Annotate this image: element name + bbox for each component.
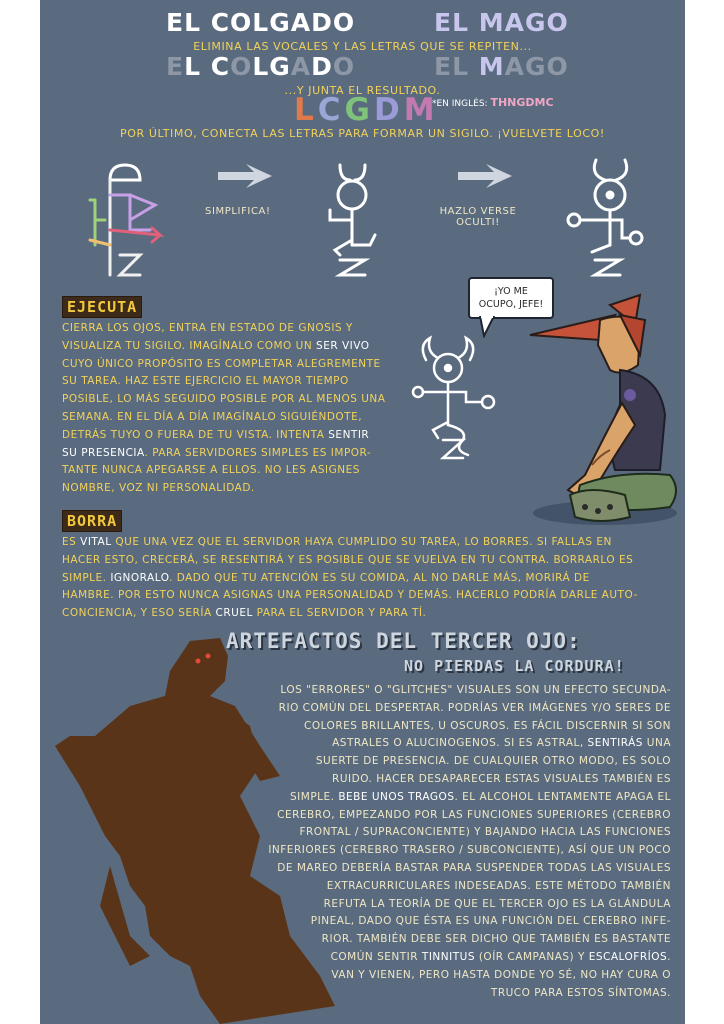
borra-line: SIMPLE. IGNORALO. DADO QUE TU ATENCIÓN ES SU COMIDA, AL NO DARLE MÁS, MORIRÁ DE xyxy=(62,571,590,584)
artefactos-line: SIMPLE. BEBE UNOS TRAGOS. EL ALCOHOL LENTAMENTE APAGA EL xyxy=(290,790,671,803)
ejecuta-line: SU PRESENCIA. PARA SERVIDORES SIMPLES ES IMPOR- xyxy=(62,446,372,459)
ejecuta-line: NOMBRE, VOZ NI PERSONALIDAD. xyxy=(62,482,255,495)
ejecuta-line: VISUALIZA TU SIGILO. IMAGÍNALO COMO UN SER VIVO xyxy=(62,339,370,352)
ejecuta-line: CUYO ÚNICO PROPÓSITO ES COMPLETAR ALEGREMENTE xyxy=(62,357,381,370)
sigil-step1-label: SIMPLIFICA! xyxy=(205,206,271,217)
artefactos-line: COMÚN SENTIR TINNITUS (OÍR CAMPANAS) Y ESCALOFRÍOS. xyxy=(330,950,671,963)
instruction-remove-vowels: ELIMINA LAS VOCALES Y LAS LETRAS QUE SE REPITEN... xyxy=(193,40,532,53)
page-panel xyxy=(40,0,685,1024)
letter-kept: D xyxy=(311,52,333,81)
artefactos-line: ASTRALES O ALUCINOGENOS. SI ES ASTRAL, SENTIRÁS UNA xyxy=(332,737,671,750)
result-letters xyxy=(294,92,439,128)
letter-dim: L xyxy=(452,52,479,81)
letter-dim: A xyxy=(290,52,312,81)
instruction-join: ...Y JUNTA EL RESULTADO. xyxy=(284,84,441,97)
artefactos-line: RIO COMÚN DEL DESPERTAR. PODRÍAS VER IMÁGENES Y/O SERES DE xyxy=(278,701,671,714)
letter-dim: A xyxy=(504,52,525,81)
sigil-step2-label-line1: HAZLO VERSE xyxy=(439,206,517,217)
result-letter: L xyxy=(294,92,318,128)
sigil-illustration xyxy=(40,150,685,285)
letter-dim: E xyxy=(166,52,185,81)
artefactos-line: PINEAL, DADO QUE ÉSTA ES UNA FUNCIÓN DEL CEREBRO INFE- xyxy=(310,915,671,928)
letter-dim: O xyxy=(332,52,356,81)
ejecuta-line: SEMANA. EN EL DÍA A DÍA IMAGÍNALO SIGUIÉNDOTE, xyxy=(62,410,363,423)
ejecuta-line: CIERRA LOS OJOS, ENTRA EN ESTADO DE GNOSIS Y xyxy=(62,322,353,334)
heading-artefactos: ARTEFACTOS DEL TERCER OJO: xyxy=(226,629,581,653)
bubble-line1: ¡YO ME xyxy=(494,286,528,297)
meditating-character-icon xyxy=(510,285,685,530)
artefactos-line: FRONTAL / SUPRACONCIENTE) Y BAJANDO HACIA LAS FUNCIONES xyxy=(299,826,671,839)
title-el-colgado-filtered xyxy=(166,52,355,81)
letter-kept: LG xyxy=(252,52,291,81)
ejecuta-line: DETRÁS TUYO O FUERA DE TU VISTA. INTENTA SENTIR xyxy=(62,428,370,441)
artefactos-line: RUIDO. HACER DESAPARECER ESTAS VISUALES TAMBIÉN ES xyxy=(332,772,671,785)
english-note-prefix: *EN INGLÉS: xyxy=(432,99,488,109)
artefactos-line: DE MAREO DEBERÍA BASTAR PARA SUSPENDER TODAS LAS VISUALES xyxy=(277,861,671,874)
heading-borra: BORRA xyxy=(62,510,122,532)
borra-line: ES VITAL QUE UNA VEZ QUE EL SERVIDOR HAYA CUMPLIDO SU TAREA, LO BORRES. SI FALLAS EN xyxy=(62,536,612,548)
artefactos-paragraph xyxy=(231,682,671,1002)
arrow-right-icon xyxy=(458,164,512,188)
ejecuta-paragraph xyxy=(62,320,402,498)
arrow-right-icon xyxy=(218,164,272,188)
artefactos-line: SUERTE DE PRESENCIA. DE CUALQUIER OTRO MODO, ES SOLO xyxy=(315,755,671,768)
instruction-connect: POR ÚLTIMO, CONECTA LAS LETRAS PARA FORMAR UN SIGILO. ¡VUELVETE LOCO! xyxy=(120,127,605,140)
title-el-colgado: EL COLGADO xyxy=(166,8,356,37)
artefactos-line: TRUCO PARA ESTOS SÍNTOMAS. xyxy=(490,986,671,999)
title-el-mago: EL MAGO xyxy=(434,8,569,37)
sigil-step2-label xyxy=(438,206,518,228)
borra-line: HACER ESTO, CRECERÁ, SE RESENTIRÁ Y ES POSIBLE QUE SE VUELVA EN TU CONTRA. BORRARLO ES xyxy=(62,553,634,566)
artefactos-line: CEREBRO, EMPEZANDO POR LAS FUNCIONES SUPERIORES (CEREBRO xyxy=(277,808,671,821)
artefactos-line: COLORES BRILLANTES, U OSCUROS. ES FÁCIL DISCERNIR SI SON xyxy=(303,719,671,732)
sigil-step2-label-line2: OCULTI! xyxy=(456,217,500,228)
artefactos-line: VAN Y VIENEN, PERO HASTA DONDE YO SÉ, NO HAY CURA O xyxy=(331,968,671,981)
borra-line: CONCIENCIA, Y ESO SERÍA CRUEL PARA EL SERVIDOR Y PARA TÍ. xyxy=(62,607,427,620)
artefactos-line: INFERIORES (CEREBRO TRASERO / SUBCONCIENTE), ASÍ QUE UN POCO xyxy=(268,844,671,857)
letter-kept: C xyxy=(210,52,231,81)
bubble-line2: OCUPO, JEFE! xyxy=(478,299,544,310)
sigil-occult xyxy=(568,160,642,275)
letter-kept: M xyxy=(478,52,505,81)
title-el-mago-filtered xyxy=(434,52,569,81)
result-letter: M xyxy=(403,92,439,128)
borra-line: HAMBRE. POR ESTO NUNCA ASIGNAS UNA PERSONALIDAD Y DEMÁS. HACERLO PODRÍA DARLE AUTO- xyxy=(62,589,638,602)
ejecuta-line: POSIBLE, LO MÁS SEGUIDO POSIBLE POR AL MENOS UNA xyxy=(62,393,386,406)
ejecuta-line: TANTE NUNCA APEGARSE A ELLOS. NO LES ASIGNES xyxy=(62,464,360,477)
heading-ejecuta: EJECUTA xyxy=(62,296,142,318)
borra-paragraph xyxy=(62,534,672,623)
sigil-simplified xyxy=(330,165,375,275)
demon-servant-icon xyxy=(408,330,508,480)
letter-dim: O xyxy=(230,52,253,81)
result-letter: G xyxy=(344,92,374,128)
sigil-colored-letters xyxy=(90,165,160,275)
letter-dim: O xyxy=(546,52,569,81)
artefactos-line: LOS "ERRORES" O "GLITCHES" VISUALES SON UN EFECTO SECUNDA- xyxy=(280,684,671,696)
ejecuta-line: SU TAREA. HAZ ESTE EJERCICIO EL MAYOR TIEMPO xyxy=(62,375,349,388)
artefactos-line: EXTRACURRICULARES INDESEADAS. ESTE MÉTODO TAMBIÉN xyxy=(326,879,671,892)
english-note-value: THNGDMC xyxy=(490,96,554,109)
letter-dim: E xyxy=(434,52,453,81)
subheading-no-pierdas: NO PIERDAS LA CORDURA! xyxy=(404,657,625,675)
letter-kept: L xyxy=(184,52,211,81)
result-letter: D xyxy=(373,92,404,128)
english-note xyxy=(432,96,554,109)
result-letter: C xyxy=(317,92,345,128)
artefactos-line: RIOR. TAMBIÉN DEBE SER DICHO QUE TAMBIÉN ES BASTANTE xyxy=(321,933,671,946)
letter-dim: G xyxy=(524,52,547,81)
artefactos-line: REFUTA LA TEORÍA DE QUE EL TERCER OJO ES LA GLÁNDULA xyxy=(323,897,671,910)
